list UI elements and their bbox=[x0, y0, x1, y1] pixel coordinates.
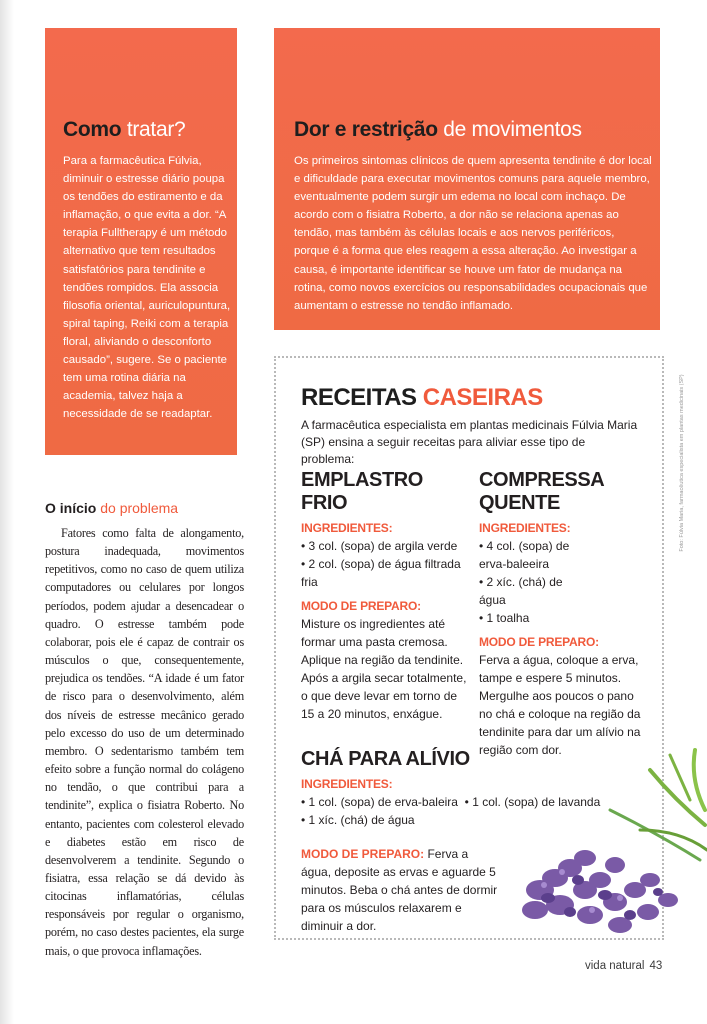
ingredient-text: 1 xíc. (chá) de água bbox=[308, 813, 415, 827]
prep-text: Ferva a água, deposite as ervas e aguarde 5 minutos. Beba o chá antes de dormir para os músculos relaxarem e diminuir a dor. bbox=[301, 847, 498, 933]
prep-label: MODO DE PREPARO: bbox=[479, 635, 599, 649]
page-number: 43 bbox=[649, 960, 663, 972]
list-item: • 3 col. (sopa) de argila verde bbox=[301, 537, 471, 555]
dor-restricao-box bbox=[274, 28, 660, 330]
list-item: • 2 col. (sopa) de água filtrada fria bbox=[301, 555, 471, 591]
inicio-problema-title bbox=[45, 500, 244, 516]
ingredients-list bbox=[301, 537, 471, 591]
photo-credit-text: Foto: Fúlvia Maria, farmacêutica especialista em plantas medicinais (SP) bbox=[679, 374, 685, 552]
list-item: • 1 xíc. (chá) de água bbox=[301, 813, 415, 827]
page-gutter-shadow bbox=[0, 0, 14, 1024]
title-accent: CASEIRAS bbox=[422, 384, 543, 411]
photo-credit bbox=[677, 360, 685, 570]
title-main: RECEITAS bbox=[301, 384, 423, 411]
ingredient-text: 1 col. (sopa) de lavanda bbox=[472, 795, 601, 809]
como-tratar-text: Para a farmacêutica Fúlvia, diminuir o estresse diário poupa os tendões do estiramento e da inflamação, o que evita a dor. “A terapia Fulltherapy é um método alternativo que tem resultados satisfatórios para tendinite e tendões rompidos. Ela associa filosofia oriental, auriculopuntura, spiral taping, Reiki com a terapia floral, aliviando o desconforto causado”, sugere. Se o paciente tem uma rotina diária na academia, talvez haja a necessidade de se readaptar. bbox=[63, 155, 231, 421]
ingredients-label: INGREDIENTES: bbox=[301, 521, 393, 535]
inicio-problema-section bbox=[45, 500, 244, 960]
receitas-intro: A farmacêutica especialista em plantas medicinais Fúlvia Maria (SP) ensina a seguir receitas para aliviar esse tipo de problema: bbox=[301, 418, 638, 466]
recipe-compressa-quente bbox=[479, 469, 649, 759]
title-accent: tratar? bbox=[126, 118, 186, 141]
title-main: Dor e restrição bbox=[294, 118, 444, 141]
prep-label: MODO DE PREPARO: bbox=[301, 847, 425, 861]
list-item: • 1 col. (sopa) de lavanda bbox=[461, 795, 601, 809]
page-footer bbox=[585, 960, 662, 972]
dor-restricao-title bbox=[294, 118, 582, 142]
title-main: Como bbox=[63, 118, 127, 141]
list-item: • 4 col. (sopa) de erva-baleeira bbox=[479, 537, 589, 573]
title-main: O início bbox=[45, 500, 101, 516]
prep-text: Misture os ingredientes até formar uma pasta cremosa. Aplique na região da tendinite. Após a argila secar totalmente, o que deve levar em torno de 15 a 20 minutos, enxágue. bbox=[301, 617, 467, 721]
recipe-title: CHÁ PARA ALÍVIO bbox=[301, 748, 470, 770]
list-item: • 1 toalha bbox=[479, 609, 589, 627]
como-tratar-title bbox=[63, 118, 185, 142]
dor-restricao-text: Os primeiros sintomas clínicos de quem apresenta tendinite é dor local e dificuldade para executar movimentos comuns para aquele membro, eventualmente podem surgir um edema no local com inchaço. De acordo com o fisiatra Roberto, a dor não se relaciona apenas ao tendão, mas também às células locais e aos nervos periféricos, porque é a forma que eles reagem a essa alteração. Ao investigar a causa, é importante identificar se houve um fator de mudança na rotina, como novos exercícios ou responsabilidades ocupacionais que aumentam o estresse no tendão inflamado. bbox=[294, 155, 652, 312]
recipe-emplastro-frio bbox=[301, 469, 471, 723]
ingredients-list bbox=[479, 537, 589, 627]
inicio-problema-text: Fatores como falta de alongamento, postura inadequada, movimentos repetitivos, como no caso de quem utiliza computadores ou celulares por longos períodos, podem ajudar a desencadear o quadro. O estresse também pode colaborar, pois ele é capaz de contrair os músculos o que, consequentemente, prejudica os tendões. “A idade é um fator de risco para o desenvolvimento, além dos níveis de estresse mecânico gerado pelo excesso do uso de um determinado membro. O sedentarismo também tem efeito sobre a função normal do colágeno no tendão, o que contribui para a tendinite”, explica o fisiatra Roberto. No entanto, pacientes com colesterol elevado e diabetes estão em risco de desenvolverem a tendinite. Segundo o fisiatra, essa relação se dá devido às citocinas inflamatórias, células responsáveis por regular o organismo, porém, no caso destes pacientes, ela surge mais, o que provoca inflamações. bbox=[45, 526, 244, 958]
ingredients-label: INGREDIENTES: bbox=[301, 777, 393, 791]
ingredients-label: INGREDIENTES: bbox=[479, 521, 571, 535]
recipe-title: EMPLASTRO FRIO bbox=[301, 469, 423, 514]
receitas-caseiras-title bbox=[301, 384, 543, 412]
recipe-title: COMPRESSA QUENTE bbox=[479, 469, 604, 514]
lavender-image bbox=[500, 740, 707, 940]
como-tratar-box bbox=[45, 28, 237, 455]
title-accent: de movimentos bbox=[443, 118, 582, 141]
title-accent: do problema bbox=[100, 500, 179, 516]
ingredient-text: 1 col. (sopa) de erva-baleira bbox=[308, 795, 458, 809]
prep-text: Ferva a água, coloque a erva, tampe e espere 5 minutos. Mergulhe aos poucos o pano no chá e coloque na região da tendinite para dar um alívio na região com dor. bbox=[479, 653, 641, 757]
prep-block bbox=[301, 845, 501, 935]
list-item: • 2 xíc. (chá) de água bbox=[479, 573, 589, 609]
list-item: • 1 col. (sopa) de erva-baleira bbox=[301, 795, 458, 809]
magazine-name: vida natural bbox=[585, 960, 645, 972]
prep-label: MODO DE PREPARO: bbox=[301, 599, 421, 613]
